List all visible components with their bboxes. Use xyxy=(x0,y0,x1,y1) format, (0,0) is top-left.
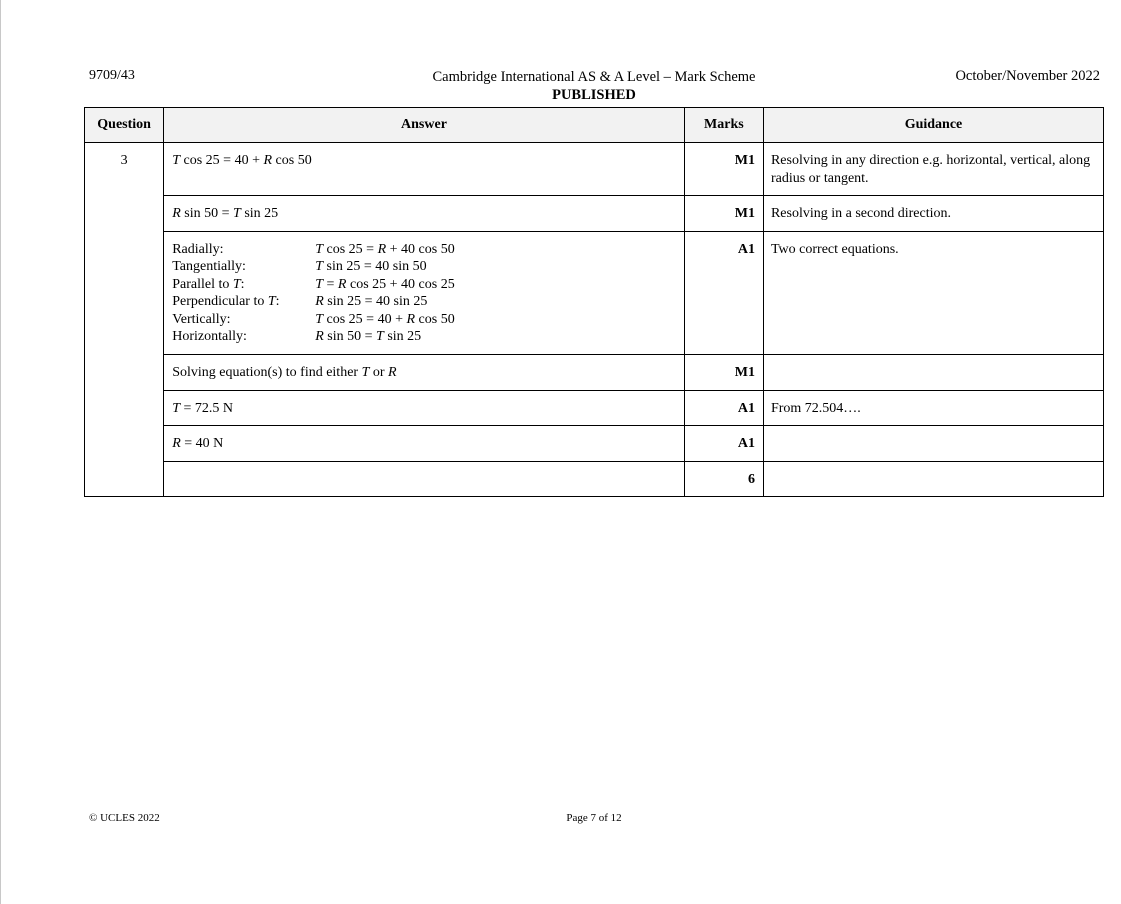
page-edge xyxy=(0,0,1,904)
column-header-question: Question xyxy=(85,108,164,143)
table-row-total xyxy=(85,461,1104,497)
marks-cell: M1 xyxy=(684,143,763,196)
syllabus-code: 9709/43 xyxy=(89,68,135,83)
column-header-marks: Marks xyxy=(684,108,763,143)
header-title-block xyxy=(394,68,794,104)
copyright-notice: © UCLES 2022 xyxy=(89,812,160,824)
header-status: PUBLISHED xyxy=(552,87,636,103)
table-row xyxy=(85,390,1104,426)
answer-cell: Solving equation(s) to find either T or R xyxy=(164,355,685,391)
marks-cell: M1 xyxy=(684,196,763,232)
answer-cell: R sin 50 = T sin 25 xyxy=(164,196,685,232)
answer-cell xyxy=(164,231,685,355)
marks-cell: A1 xyxy=(684,426,763,462)
guidance-cell: Resolving in any direction e.g. horizontal, vertical, along radius or tangent. xyxy=(763,143,1103,196)
equation-label: Tangentially: xyxy=(172,259,246,275)
marks-cell: A1 xyxy=(684,231,763,355)
total-marks: 6 xyxy=(684,461,763,497)
marks-cell: A1 xyxy=(684,390,763,426)
table-row xyxy=(85,231,1104,355)
table-row xyxy=(85,196,1104,232)
column-header-guidance: Guidance xyxy=(763,108,1103,143)
page-number: Page 7 of 12 xyxy=(566,812,622,824)
equation: R sin 25 = 40 sin 25 xyxy=(315,294,428,310)
guidance-cell xyxy=(763,355,1103,391)
equation-label: Parallel to T: xyxy=(172,276,245,292)
equation-label: Vertically: xyxy=(172,311,231,327)
guidance-cell xyxy=(763,461,1103,497)
equation-label: Perpendicular to T: xyxy=(172,294,280,310)
column-header-answer: Answer xyxy=(164,108,685,143)
equation-label: Radially: xyxy=(172,241,224,257)
equation: R sin 50 = T sin 25 xyxy=(315,329,422,345)
guidance-cell: Two correct equations. xyxy=(763,231,1103,355)
answer-cell xyxy=(164,461,685,497)
equation: T sin 25 = 40 sin 50 xyxy=(315,259,427,275)
guidance-cell: From 72.504…. xyxy=(763,390,1103,426)
header-title: Cambridge International AS & A Level – Mark Scheme xyxy=(432,69,756,85)
table-row xyxy=(85,355,1104,391)
equation: T cos 25 = 40 + R cos 50 xyxy=(315,311,455,327)
table-row xyxy=(85,143,1104,196)
equation-label: Horizontally: xyxy=(172,329,247,345)
equation: T cos 25 = R + 40 cos 50 xyxy=(315,241,455,257)
answer-cell: R = 40 N xyxy=(164,426,685,462)
question-number: 3 xyxy=(85,143,164,497)
equation-list xyxy=(172,241,676,347)
answer-cell: T cos 25 = 40 + R cos 50 xyxy=(164,143,685,196)
guidance-cell: Resolving in a second direction. xyxy=(763,196,1103,232)
table-row xyxy=(85,426,1104,462)
exam-session: October/November 2022 xyxy=(955,68,1100,84)
equation: T = R cos 25 + 40 cos 25 xyxy=(315,276,455,292)
guidance-cell xyxy=(763,426,1103,462)
mark-scheme-table xyxy=(84,107,1104,497)
table-header-row xyxy=(85,108,1104,143)
marks-cell: M1 xyxy=(684,355,763,391)
answer-cell: T = 72.5 N xyxy=(164,390,685,426)
